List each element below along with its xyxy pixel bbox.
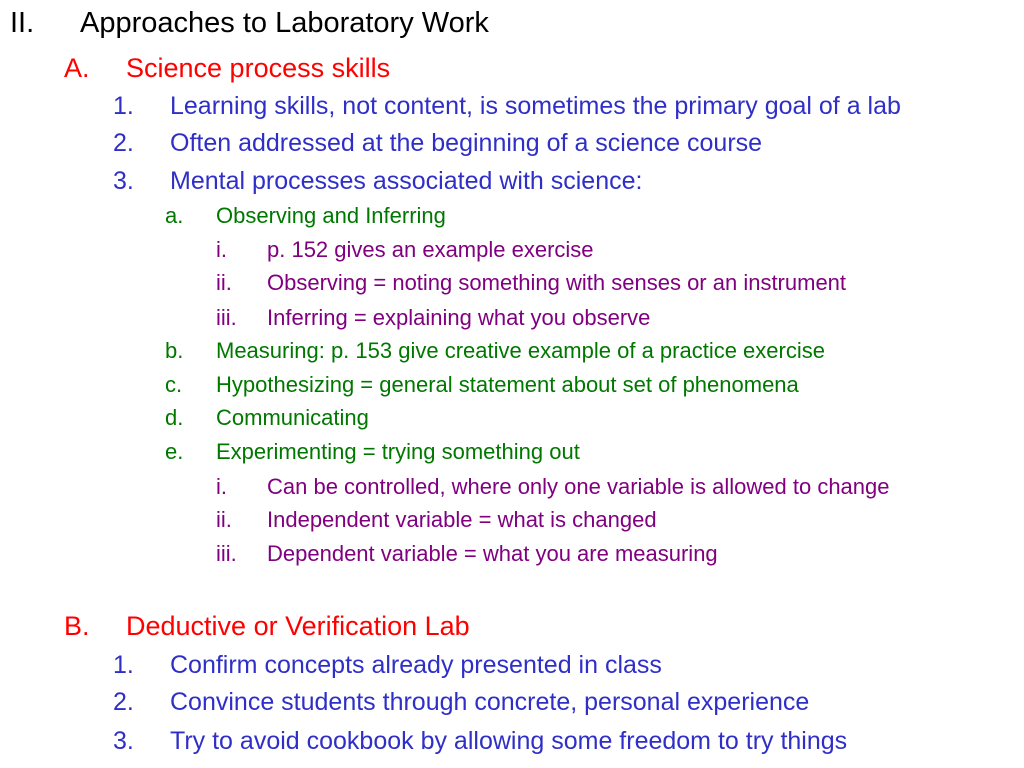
item-marker: 3.: [113, 727, 134, 755]
sub-item-marker: d.: [165, 405, 184, 430]
detail-text: Inferring = explaining what you observe: [267, 305, 651, 330]
sub-item-text: Hypothesizing = general statement about set of phenomena: [216, 372, 799, 397]
item-text: Mental processes associated with science:: [170, 167, 643, 195]
item-marker: 1.: [113, 92, 134, 120]
detail-marker: iii.: [216, 305, 237, 330]
detail-text: p. 152 gives an example exercise: [267, 237, 594, 262]
detail-text: Dependent variable = what you are measuring: [267, 541, 718, 566]
detail-marker: ii.: [216, 270, 232, 295]
sub-item-marker: e.: [165, 439, 184, 464]
item-marker: 2.: [113, 129, 134, 157]
heading-text: Approaches to Laboratory Work: [80, 7, 489, 39]
section-marker: B.: [64, 611, 90, 641]
item-text: Learning skills, not content, is sometimes the primary goal of a lab: [170, 92, 901, 120]
detail-marker: ii.: [216, 507, 232, 532]
sub-item-text: Experimenting = trying something out: [216, 439, 580, 464]
sub-item-marker: c.: [165, 372, 183, 397]
sub-item-text: Communicating: [216, 405, 369, 430]
detail-text: Observing = noting something with senses or an instrument: [267, 270, 847, 295]
sub-item-marker: b.: [165, 338, 184, 363]
item-text: Convince students through concrete, personal experience: [170, 688, 810, 716]
detail-text: Can be controlled, where only one variable is allowed to change: [267, 474, 890, 499]
item-text: Confirm concepts already presented in class: [170, 651, 662, 679]
item-text: Often addressed at the beginning of a science course: [170, 129, 763, 157]
detail-marker: i.: [216, 237, 227, 262]
item-marker: 1.: [113, 651, 134, 679]
heading-marker: II.: [10, 7, 35, 39]
section-title: Deductive or Verification Lab: [126, 611, 470, 641]
sub-item-text: Observing and Inferring: [216, 203, 446, 228]
item-marker: 3.: [113, 167, 134, 195]
detail-marker: iii.: [216, 541, 237, 566]
section-marker: A.: [64, 53, 90, 83]
item-marker: 2.: [113, 688, 134, 716]
sub-item-marker: a.: [165, 203, 184, 228]
sub-item-text: Measuring: p. 153 give creative example of a practice exercise: [216, 338, 825, 363]
detail-marker: i.: [216, 474, 227, 499]
section-title: Science process skills: [126, 53, 391, 83]
detail-text: Independent variable = what is changed: [267, 507, 657, 532]
item-text: Try to avoid cookbook by allowing some freedom to try things: [170, 727, 848, 755]
